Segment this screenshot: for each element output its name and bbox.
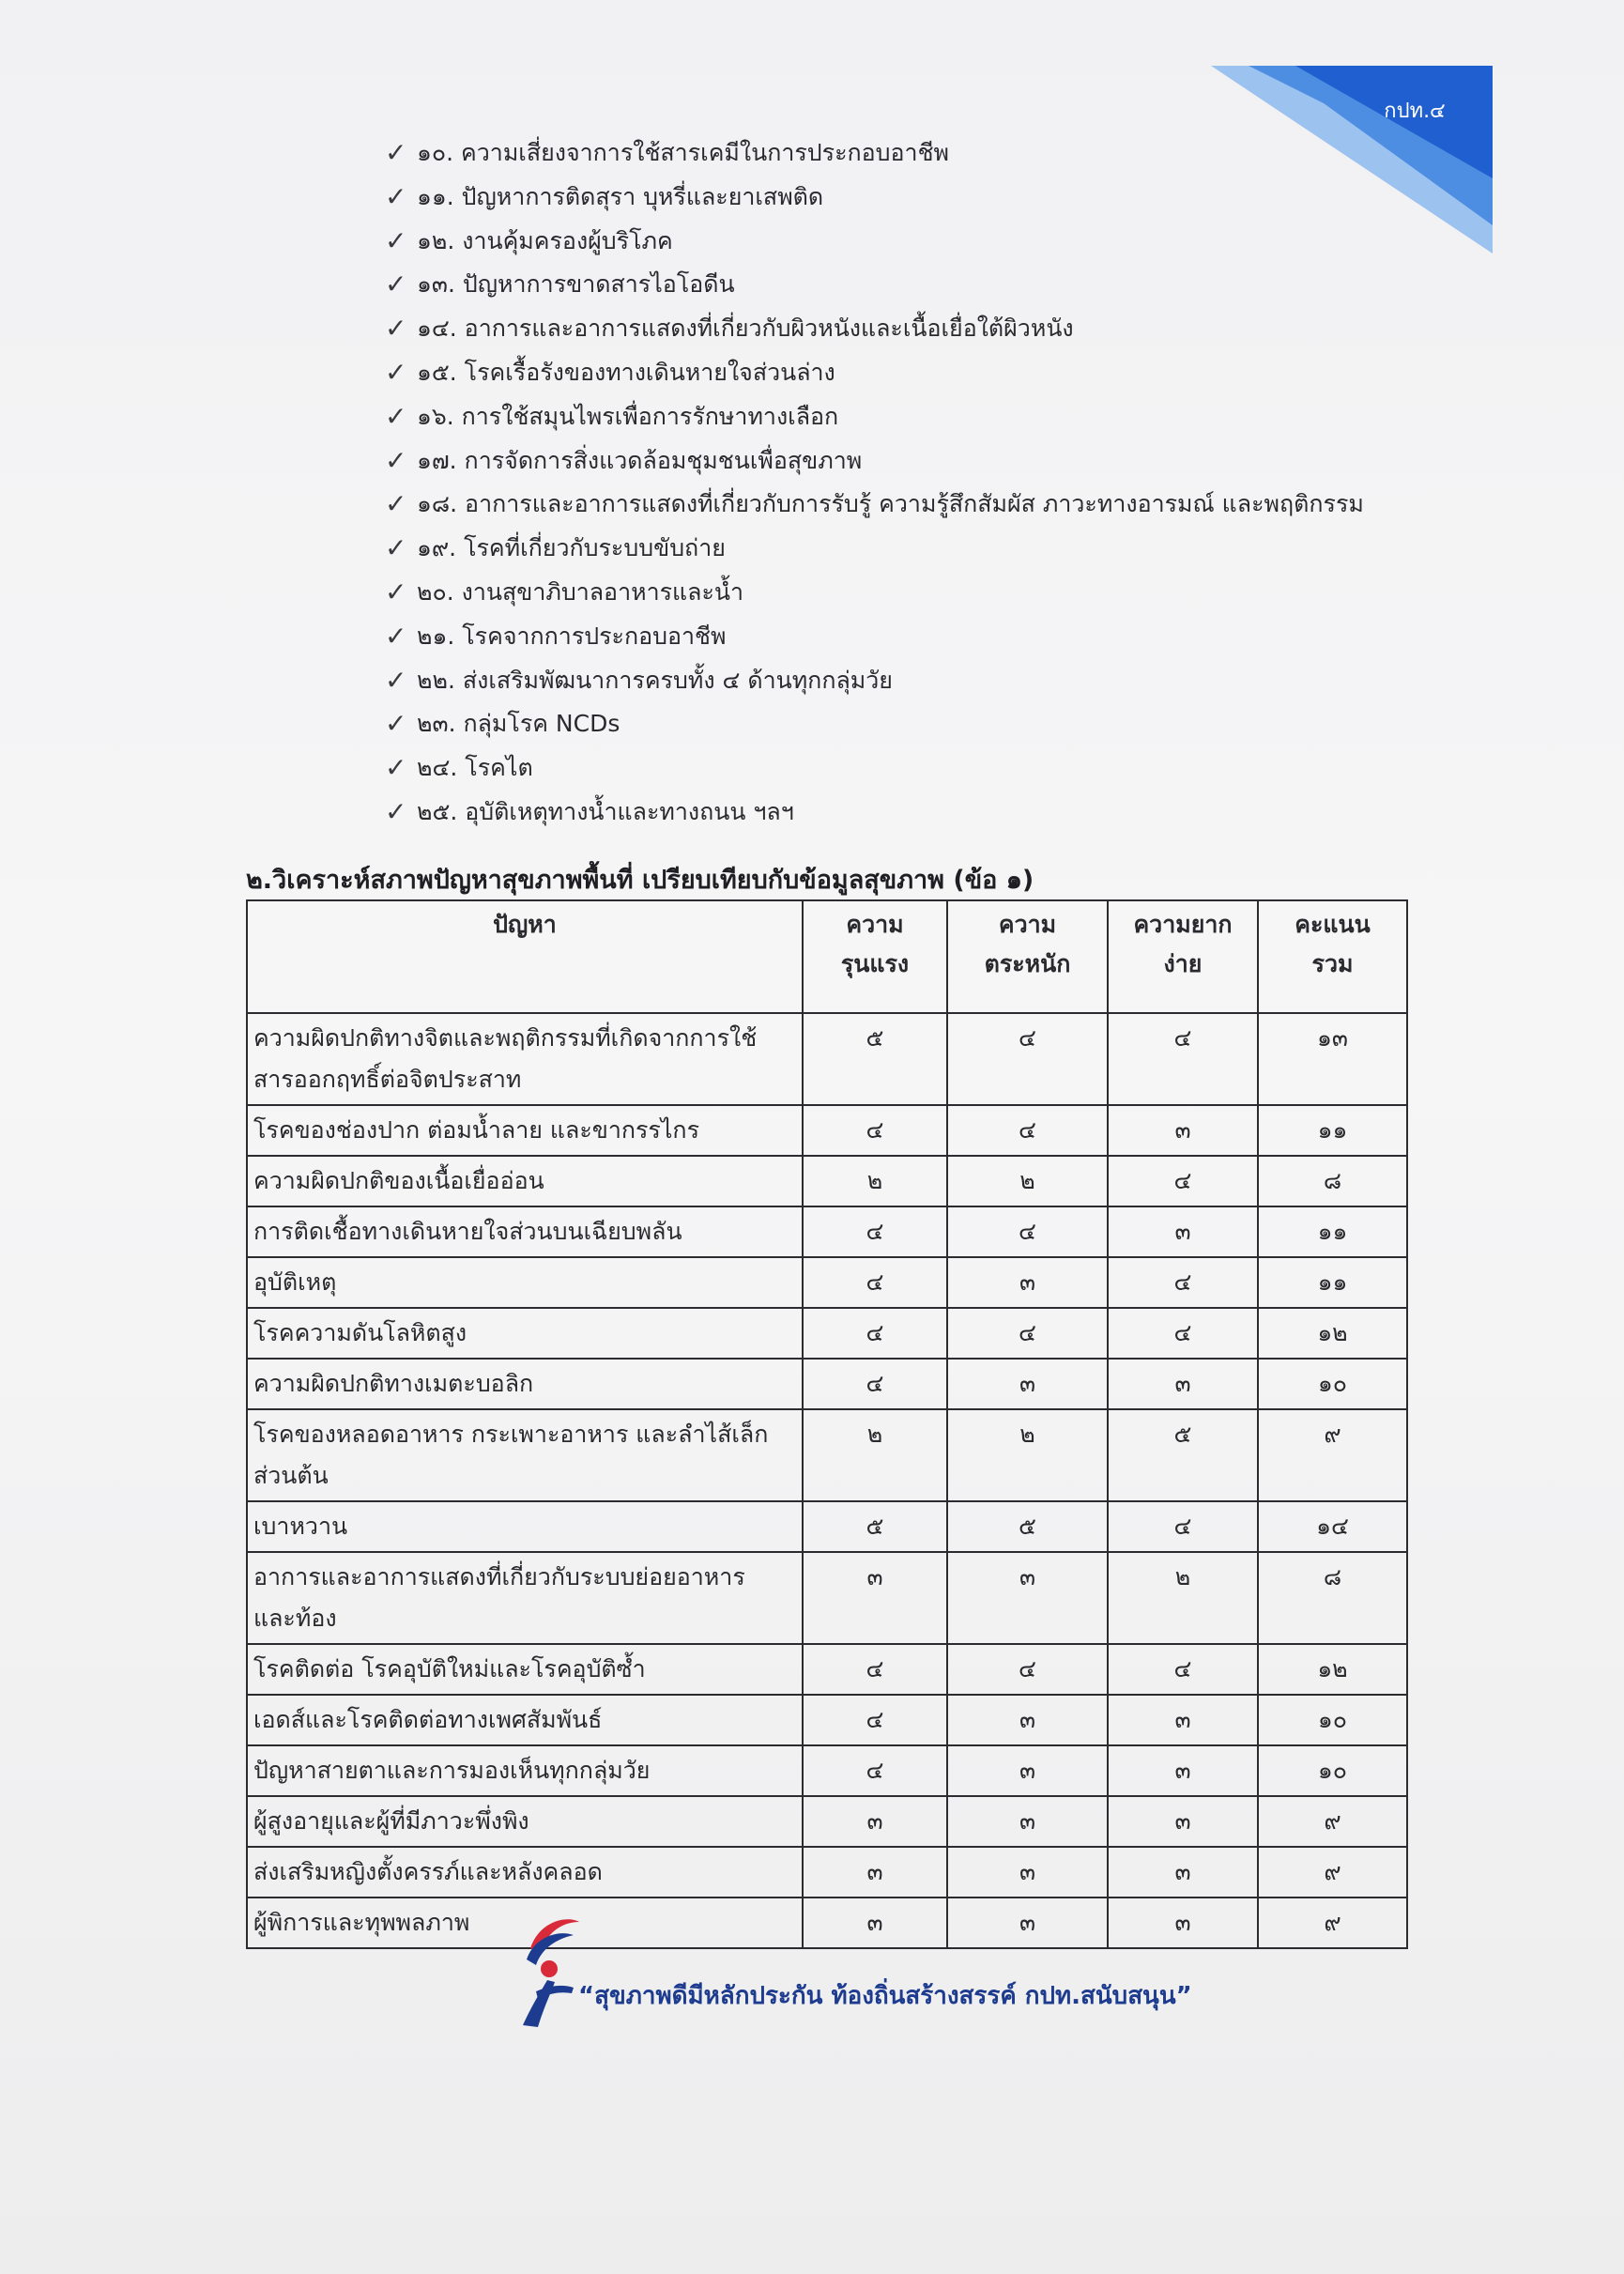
awareness-cell: ๓: [947, 1257, 1108, 1308]
awareness-cell: ๓: [947, 1745, 1108, 1796]
check-icon: ✓: [385, 269, 407, 300]
checklist-item-label: ๒๔. โรคไต: [417, 754, 533, 782]
difficulty-cell: ๓: [1108, 1898, 1258, 1948]
total-cell: ๑๑: [1258, 1257, 1407, 1308]
check-icon: ✓: [385, 488, 407, 520]
difficulty-cell: ๔: [1108, 1501, 1258, 1552]
difficulty-cell: ๔: [1108, 1156, 1258, 1206]
check-icon: ✓: [385, 664, 407, 696]
difficulty-cell: ๓: [1108, 1695, 1258, 1745]
total-cell: ๙: [1258, 1409, 1407, 1501]
checklist-item-label: ๑๘. อาการและอาการแสดงที่เกี่ยวกับการรับรู้ ความรู้สึกสัมผัส ภาวะทางอารมณ์ และพฤติกรรม: [417, 490, 1364, 518]
problem-cell: โรคติดต่อ โรคอุบัติใหม่และโรคอุบัติซ้ำ: [247, 1644, 803, 1695]
checklist-item-label: ๑๓. ปัญหาการขาดสารไอโอดีน: [417, 270, 735, 299]
awareness-cell: ๕: [947, 1501, 1108, 1552]
awareness-cell: ๓: [947, 1847, 1108, 1898]
table-row: [247, 1695, 1407, 1745]
table-row: [247, 1796, 1407, 1847]
severity-cell: ๓: [803, 1796, 947, 1847]
checklist-item: [385, 439, 1511, 484]
severity-cell: ๓: [803, 1847, 947, 1898]
difficulty-cell: ๔: [1108, 1308, 1258, 1359]
problem-cell: เบาหวาน: [247, 1501, 803, 1552]
check-icon: ✓: [385, 708, 407, 740]
severity-cell: ๔: [803, 1359, 947, 1409]
awareness-cell: ๔: [947, 1013, 1108, 1105]
check-icon: ✓: [385, 795, 407, 827]
check-icon: ✓: [385, 356, 407, 388]
problem-cell: ความผิดปกติของเนื้อเยื่ออ่อน: [247, 1156, 803, 1206]
total-cell: ๑๔: [1258, 1501, 1407, 1552]
severity-cell: ๓: [803, 1552, 947, 1644]
table-row: [247, 1409, 1407, 1501]
severity-cell: ๔: [803, 1644, 947, 1695]
checklist-item: [385, 131, 1511, 176]
checklist-item: [385, 307, 1511, 351]
difficulty-cell: ๓: [1108, 1105, 1258, 1156]
checklist-item-label: ๑๖. การใช้สมุนไพรเพื่อการรักษาทางเลือก: [417, 402, 839, 430]
awareness-cell: ๔: [947, 1644, 1108, 1695]
check-icon: ✓: [385, 313, 407, 345]
checklist-item: [385, 615, 1511, 659]
severity-cell: ๔: [803, 1695, 947, 1745]
checklist-item: [385, 263, 1511, 307]
checklist-item: [385, 571, 1511, 615]
total-cell: ๑๐: [1258, 1359, 1407, 1409]
slogan-text: “สุขภาพดีมีหลักประกัน ท้องถิ่นสร้างสรรค์ กปท.สนับสนุน”: [578, 1982, 1192, 2010]
form-code-label: กปท.๔: [1384, 100, 1446, 123]
total-cell: ๑๐: [1258, 1695, 1407, 1745]
problem-cell: ผู้พิการและทุพพลภาพ: [247, 1898, 803, 1948]
difficulty-cell: ๔: [1108, 1644, 1258, 1695]
severity-cell: ๔: [803, 1745, 947, 1796]
check-icon: ✓: [385, 620, 407, 652]
problem-cell: โรคความดันโลหิตสูง: [247, 1308, 803, 1359]
awareness-cell: ๔: [947, 1308, 1108, 1359]
checklist-item-label: ๒๕. อุบัติเหตุทางน้ำและทางถนน ฯลฯ: [417, 797, 794, 825]
severity-cell: ๕: [803, 1013, 947, 1105]
health-issue-checklist: [385, 131, 1511, 835]
difficulty-cell: ๔: [1108, 1257, 1258, 1308]
checklist-item: [385, 220, 1511, 264]
problem-cell: การติดเชื้อทางเดินหายใจส่วนบนเฉียบพลัน: [247, 1206, 803, 1257]
checklist-item: [385, 702, 1511, 746]
severity-cell: ๒: [803, 1156, 947, 1206]
table-row: [247, 1206, 1407, 1257]
checklist-item-label: ๑๑. ปัญหาการติดสุรา บุหรี่และยาเสพติด: [417, 182, 824, 210]
header-total: คะแนน รวม: [1258, 900, 1407, 1013]
total-cell: ๙: [1258, 1898, 1407, 1948]
severity-cell: ๒: [803, 1409, 947, 1501]
difficulty-cell: ๓: [1108, 1359, 1258, 1409]
awareness-cell: ๒: [947, 1156, 1108, 1206]
check-icon: ✓: [385, 752, 407, 784]
checklist-item: [385, 395, 1511, 439]
severity-cell: ๔: [803, 1206, 947, 1257]
table-row: [247, 1847, 1407, 1898]
header-problem: ปัญหา: [247, 900, 803, 1013]
problem-cell: โรคของช่องปาก ต่อมน้ำลาย และขากรรไกร: [247, 1105, 803, 1156]
check-icon: ✓: [385, 532, 407, 564]
header-awareness: ความ ตระหนัก: [947, 900, 1108, 1013]
awareness-cell: ๔: [947, 1105, 1108, 1156]
severity-cell: ๔: [803, 1308, 947, 1359]
severity-cell: ๔: [803, 1105, 947, 1156]
problem-scoring-table: [246, 899, 1408, 1949]
awareness-cell: ๓: [947, 1796, 1108, 1847]
table-row: [247, 1105, 1407, 1156]
table-row: [247, 1552, 1407, 1644]
header-difficulty: ความยาก ง่าย: [1108, 900, 1258, 1013]
checklist-item-label: ๑๗. การจัดการสิ่งแวดล้อมชุมชนเพื่อสุขภาพ: [417, 446, 863, 474]
problem-cell: เอดส์และโรคติดต่อทางเพศสัมพันธ์: [247, 1695, 803, 1745]
check-icon: ✓: [385, 137, 407, 168]
total-cell: ๑๑: [1258, 1105, 1407, 1156]
checklist-item: [385, 527, 1511, 571]
table-row: [247, 1644, 1407, 1695]
table-row: [247, 1359, 1407, 1409]
problem-cell: ผู้สูงอายุและผู้ที่มีภาวะพึ่งพิง: [247, 1796, 803, 1847]
severity-cell: ๔: [803, 1257, 947, 1308]
table-row: [247, 1898, 1407, 1948]
checklist-item: [385, 176, 1511, 220]
awareness-cell: ๓: [947, 1359, 1108, 1409]
check-icon: ✓: [385, 576, 407, 607]
table-row: [247, 1745, 1407, 1796]
checklist-item: [385, 746, 1511, 791]
checklist-item-label: ๒๐. งานสุขาภิบาลอาหารและน้ำ: [417, 577, 744, 606]
awareness-cell: ๓: [947, 1898, 1108, 1948]
total-cell: ๘: [1258, 1156, 1407, 1206]
difficulty-cell: ๕: [1108, 1409, 1258, 1501]
check-icon: ✓: [385, 444, 407, 476]
total-cell: ๑๐: [1258, 1745, 1407, 1796]
problem-cell: อาการและอาการแสดงที่เกี่ยวกับระบบย่อยอาหาร และท้อง: [247, 1552, 803, 1644]
difficulty-cell: ๓: [1108, 1796, 1258, 1847]
checklist-item-label: ๒๓. กลุ่มโรค NCDs: [417, 710, 620, 738]
problem-cell: อุบัติเหตุ: [247, 1257, 803, 1308]
checklist-item: [385, 659, 1511, 703]
checklist-item: [385, 791, 1511, 835]
total-cell: ๑๑: [1258, 1206, 1407, 1257]
problem-cell: โรคของหลอดอาหาร กระเพาะอาหาร และลำไส้เล็ก ส่วนต้น: [247, 1409, 803, 1501]
check-icon: ✓: [385, 180, 407, 212]
checklist-item-label: ๒๒. ส่งเสริมพัฒนาการครบทั้ง ๔ ด้านทุกกลุ่มวัย: [417, 666, 893, 694]
table-row: [247, 1156, 1407, 1206]
problem-cell: ปัญหาสายตาและการมองเห็นทุกกลุ่มวัย: [247, 1745, 803, 1796]
difficulty-cell: ๓: [1108, 1745, 1258, 1796]
checklist-item: [385, 351, 1511, 395]
check-icon: ✓: [385, 400, 407, 432]
checklist-item-label: ๒๑. โรคจากการประกอบอาชีพ: [417, 622, 727, 650]
awareness-cell: ๔: [947, 1206, 1108, 1257]
checklist-item-label: ๑๙. โรคที่เกี่ยวกับระบบขับถ่าย: [417, 534, 726, 562]
table-row: [247, 1257, 1407, 1308]
table-row: [247, 1501, 1407, 1552]
total-cell: ๑๒: [1258, 1644, 1407, 1695]
total-cell: ๙: [1258, 1847, 1407, 1898]
fund-logo-icon: [512, 1911, 587, 2033]
total-cell: ๑๒: [1258, 1308, 1407, 1359]
awareness-cell: ๓: [947, 1695, 1108, 1745]
checklist-item-label: ๑๐. ความเสี่ยงจาการใช้สารเคมีในการประกอบอาชีพ: [417, 139, 950, 166]
difficulty-cell: ๓: [1108, 1206, 1258, 1257]
difficulty-cell: ๒: [1108, 1552, 1258, 1644]
total-cell: ๙: [1258, 1796, 1407, 1847]
total-cell: ๘: [1258, 1552, 1407, 1644]
header-severity: ความ รุนแรง: [803, 900, 947, 1013]
problem-cell: ความผิดปกติทางเมตะบอลิก: [247, 1359, 803, 1409]
checklist-item-label: ๑๔. อาการและอาการแสดงที่เกี่ยวกับผิวหนังและเนื้อเยื่อใต้ผิวหนัง: [417, 315, 1074, 343]
problem-cell: ส่งเสริมหญิงตั้งครรภ์และหลังคลอด: [247, 1847, 803, 1898]
awareness-cell: ๒: [947, 1409, 1108, 1501]
checklist-item: [385, 483, 1511, 527]
check-icon: ✓: [385, 224, 407, 256]
section-title: ๒.วิเคราะห์สภาพปัญหาสุขภาพพื้นที่ เปรียบเทียบกับข้อมูลสุขภาพ (ข้อ ๑): [246, 866, 1034, 895]
table-header-row: [247, 900, 1407, 1013]
table-row: [247, 1013, 1407, 1105]
checklist-item-label: ๑๕. โรคเรื้อรังของทางเดินหายใจส่วนล่าง: [417, 358, 835, 386]
problem-cell: ความผิดปกติทางจิตและพฤติกรรมที่เกิดจากการใช้ สารออกฤทธิ์ต่อจิตประสาท: [247, 1013, 803, 1105]
difficulty-cell: ๓: [1108, 1847, 1258, 1898]
checklist-item-label: ๑๒. งานคุ้มครองผู้บริโภค: [417, 226, 673, 254]
difficulty-cell: ๔: [1108, 1013, 1258, 1105]
total-cell: ๑๓: [1258, 1013, 1407, 1105]
table-row: [247, 1308, 1407, 1359]
awareness-cell: ๓: [947, 1552, 1108, 1644]
severity-cell: ๓: [803, 1898, 947, 1948]
severity-cell: ๕: [803, 1501, 947, 1552]
